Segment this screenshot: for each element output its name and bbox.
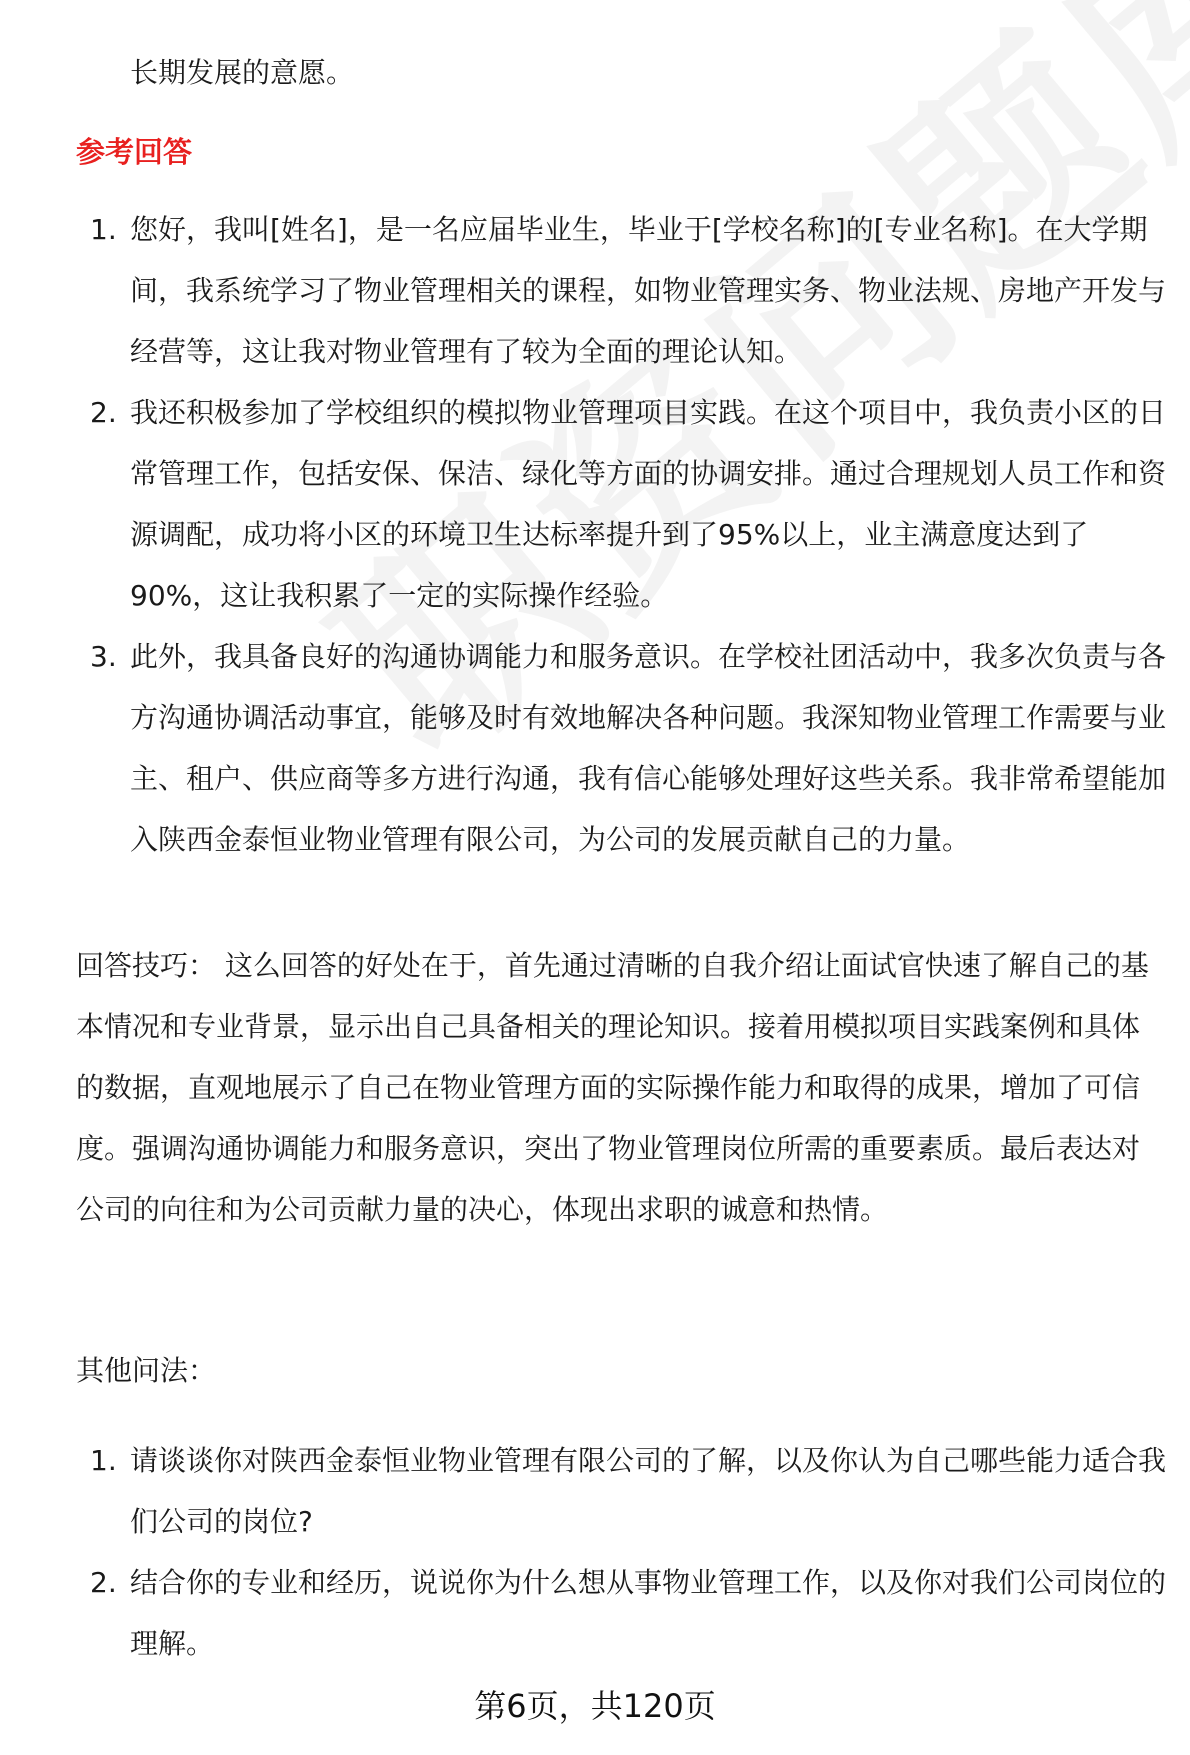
continuation-text: 长期发展的意愿。 (130, 56, 355, 89)
list-item-text: 请谈谈你对陕西金泰恒业物业管理有限公司的了解，以及你认为自己哪些能力适合我们公司的岗位? (130, 1444, 1167, 1538)
list-number: 3. (90, 640, 117, 673)
section-title-reference-answer: 参考回答 (76, 135, 193, 169)
list-number: 1. (90, 1444, 117, 1477)
answer-tips-paragraph: 回答技巧： 这么回答的好处在于，首先通过清晰的自我介绍让面试官快速了解自己的基本情况和专业背景，显示出自己具备相关的理论知识。接着用模拟项目实践案例和具体的数据，直观地展示了自己在物业管理方面的实际操作能力和取得的成果，增加了可信度。强调沟通协调能力和服务意识，突出了物业管理岗位所需的重要素质。最后表达对公司的向往和为公司贡献力量的决心，体现出求职的诚意和热情。 (76, 949, 1149, 1226)
list-item (76, 382, 1166, 626)
list-item-text: 您好，我叫[姓名]，是一名应届毕业生，毕业于[学校名称]的[专业名称]。在大学期间，我系统学习了物业管理相关的课程，如物业管理实务、物业法规、房地产开发与经营等，这让我对物业管理有了较为全面的理论认知。 (130, 213, 1167, 368)
list-item (76, 1430, 1166, 1552)
page-footer: 第6页，共120页 (474, 1687, 716, 1725)
list-item (76, 199, 1166, 382)
list-number: 2. (90, 396, 117, 429)
list-item-text: 我还积极参加了学校组织的模拟物业管理项目实践。在这个项目中，我负责小区的日常管理工作，包括安保、保洁、绿化等方面的协调安排。通过合理规划人员工作和资源调配，成功将小区的环境卫生达标率提升到了95%以上，业主满意度达到了90%，这让我积累了一定的实际操作经验。 (130, 396, 1167, 612)
list-item-text: 结合你的专业和经历，说说你为什么想从事物业管理工作，以及你对我们公司岗位的理解。 (130, 1566, 1167, 1660)
other-questions-list (76, 1430, 1166, 1674)
list-number: 1. (90, 213, 117, 246)
list-item (76, 626, 1166, 870)
list-item-text: 此外，我具备良好的沟通协调能力和服务意识。在学校社团活动中，我多次负责与各方沟通协调活动事宜，能够及时有效地解决各种问题。我深知物业管理工作需要与业主、租户、供应商等多方进行沟通，我有信心能够处理好这些关系。我非常希望能加入陕西金泰恒业物业管理有限公司，为公司的发展贡献自己的力量。 (130, 640, 1167, 856)
list-number: 2. (90, 1566, 117, 1599)
list-item (76, 1552, 1166, 1674)
other-questions-label: 其他问法： (76, 1354, 217, 1387)
answer-list (76, 199, 1166, 870)
